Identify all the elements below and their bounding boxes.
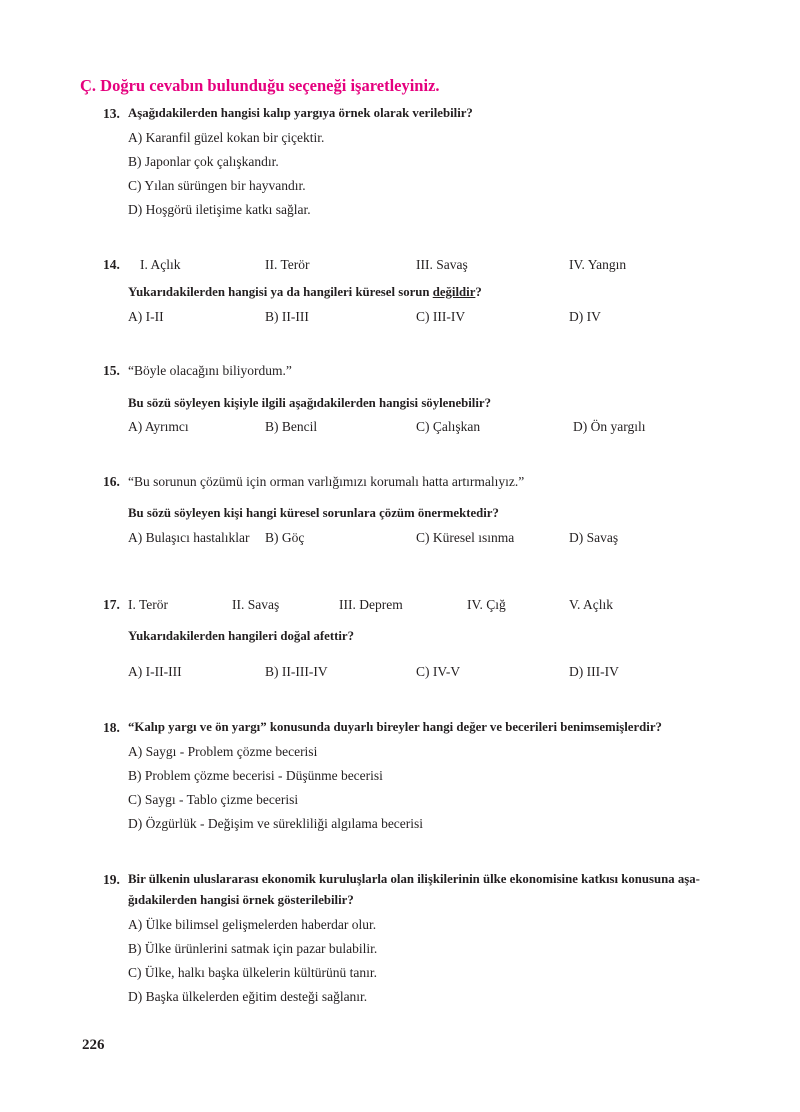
option-b[interactable]: B) Ülke ürünlerini satmak için pazar bulabilir. <box>128 941 378 956</box>
section-letter: Ç. <box>80 76 97 95</box>
question-number: 18. <box>103 720 120 735</box>
option-b[interactable]: B) Göç <box>265 530 305 545</box>
question-stem: Yukarıdakilerden hangisi ya da hangileri küresel sorun değildir? <box>128 285 482 299</box>
section-heading: Doğru cevabın bulunduğu seçeneği işaretleyiniz. <box>100 76 440 95</box>
option-b[interactable]: B) II-III <box>265 309 309 324</box>
item-2: II. Savaş <box>232 597 280 612</box>
question-stem-line-1: Bir ülkenin uluslararası ekonomik kuruluşlarla olan ilişkilerinin ülke ekonomisine katkısı konusuna aşa- <box>128 872 700 886</box>
option-b[interactable]: B) Bencil <box>265 419 318 434</box>
option-a[interactable]: A) Saygı - Problem çözme becerisi <box>128 744 318 759</box>
item-3: III. Deprem <box>339 597 403 612</box>
question-stem: Bu sözü söyleyen kişi hangi küresel sorunlara çözüm önermektedir? <box>128 506 499 520</box>
option-c[interactable]: C) III-IV <box>416 309 466 324</box>
option-a[interactable]: A) I-II <box>128 309 164 324</box>
option-c[interactable]: C) IV-V <box>416 664 461 679</box>
question-stem: “Kalıp yargı ve ön yargı” konusunda duyarlı bireyler hangi değer ve becerileri benimsemişlerdir? <box>128 720 662 734</box>
item-2: II. Terör <box>265 257 310 272</box>
emphasis-word: değildir <box>432 285 476 299</box>
option-b[interactable]: B) Japonlar çok çalışkandır. <box>128 154 279 169</box>
option-d[interactable]: D) Ön yargılı <box>573 419 646 434</box>
page-number: 226 <box>82 1037 105 1053</box>
option-c[interactable]: C) Ülke, halkı başka ülkelerin kültürünü tanır. <box>128 965 377 980</box>
option-c[interactable]: C) Saygı - Tablo çizme becerisi <box>128 792 299 807</box>
question-number: 16. <box>103 474 120 489</box>
option-d[interactable]: D) Başka ülkelerden eğitim desteği sağlanır. <box>128 989 368 1004</box>
question-stem: Bu sözü söyleyen kişiyle ilgili aşağıdakilerden hangisi söylenebilir? <box>128 396 491 410</box>
item-1: I. Açlık <box>140 257 181 272</box>
option-d[interactable]: D) III-IV <box>569 664 619 679</box>
option-b[interactable]: B) Problem çözme becerisi - Düşünme becerisi <box>128 768 383 783</box>
question-number: 15. <box>103 363 120 378</box>
option-c[interactable]: C) Küresel ısınma <box>416 530 515 545</box>
question-stem: Aşağıdakilerden hangisi kalıp yargıya örnek olarak verilebilir? <box>128 106 473 120</box>
option-a[interactable]: A) Bulaşıcı hastalıklar <box>128 530 250 545</box>
item-3: III. Savaş <box>416 257 468 272</box>
option-c[interactable]: C) Yılan sürüngen bir hayvandır. <box>128 178 306 193</box>
option-c[interactable]: C) Çalışkan <box>416 419 481 434</box>
option-d[interactable]: D) Hoşgörü iletişime katkı sağlar. <box>128 202 311 217</box>
quote: “Böyle olacağını biliyordum.” <box>128 363 292 378</box>
option-b[interactable]: B) II-III-IV <box>265 664 328 679</box>
option-a[interactable]: A) Ülke bilimsel gelişmelerden haberdar olur. <box>128 917 377 932</box>
item-4: IV. Yangın <box>569 257 627 272</box>
option-a[interactable]: A) Ayrımcı <box>128 419 189 434</box>
option-d[interactable]: D) IV <box>569 309 601 324</box>
question-number: 19. <box>103 872 120 887</box>
option-a[interactable]: A) I-II-III <box>128 664 182 679</box>
item-5: V. Açlık <box>569 597 614 612</box>
question-stem-line-2: ğıdakilerden hangisi örnek gösterilebilir? <box>128 893 354 907</box>
question-number: 17. <box>103 597 120 612</box>
question-stem: Yukarıdakilerden hangileri doğal afettir? <box>128 629 354 643</box>
item-1: I. Terör <box>128 597 169 612</box>
question-number: 14. <box>103 257 120 272</box>
option-a[interactable]: A) Karanfil güzel kokan bir çiçektir. <box>128 130 325 145</box>
question-number: 13. <box>103 106 120 121</box>
item-4: IV. Çığ <box>467 597 506 612</box>
section-title <box>80 76 440 96</box>
option-d[interactable]: D) Savaş <box>569 530 619 545</box>
option-d[interactable]: D) Özgürlük - Değişim ve sürekliliği algılama becerisi <box>128 816 424 831</box>
quote: “Bu sorunun çözümü için orman varlığımızı korumalı hatta artırmalıyız.” <box>128 474 525 489</box>
